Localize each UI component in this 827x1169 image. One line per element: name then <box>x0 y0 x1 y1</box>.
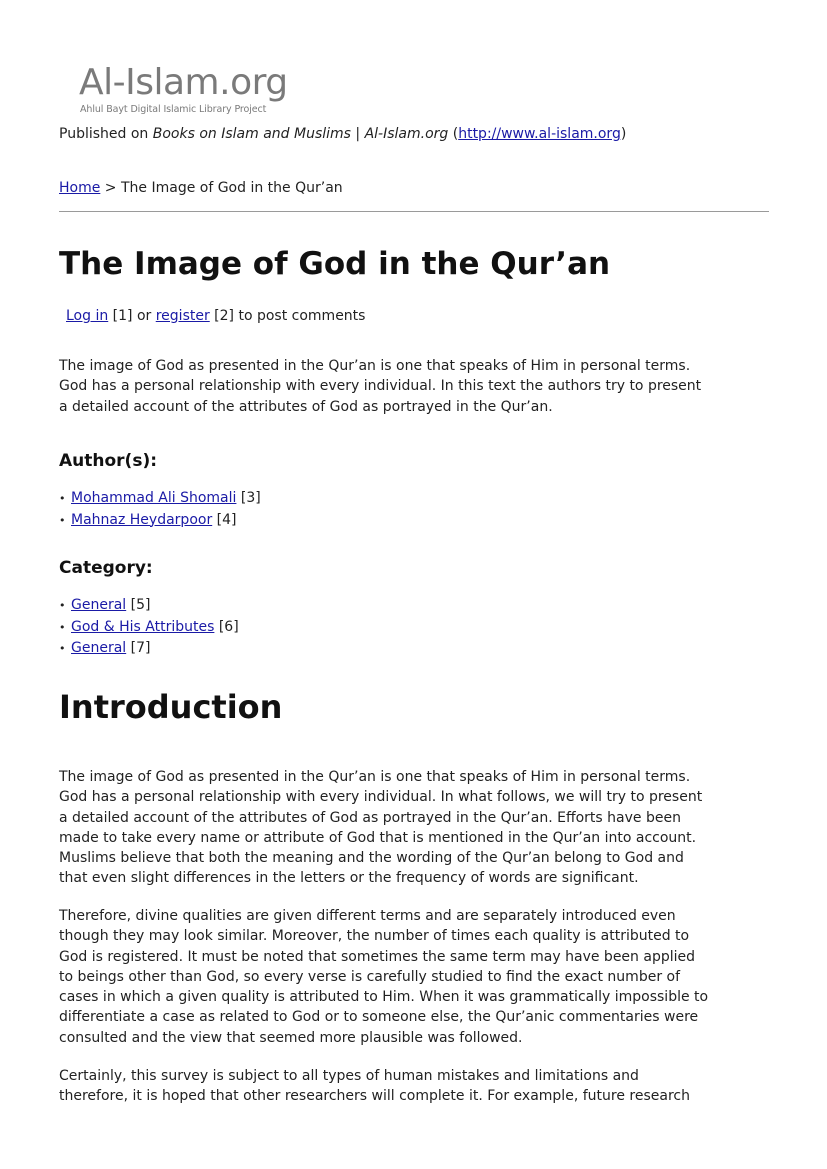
paragraph-line: God has a personal relationship with every individual. In what follows, we will try to present <box>59 789 703 806</box>
category-item <box>59 595 239 617</box>
summary-paragraph <box>59 356 771 417</box>
authors-heading: Author(s): <box>59 451 158 471</box>
category-list <box>59 595 239 660</box>
intro-paragraph-3 <box>59 1066 771 1107</box>
paragraph-line: The image of God as presented in the Qur’an is one that speaks of Him in personal terms. <box>59 769 691 785</box>
category-link[interactable]: General <box>71 597 127 613</box>
author-item <box>59 510 261 532</box>
author-link[interactable]: Mohammad Ali Shomali <box>71 490 237 506</box>
category-heading: Category: <box>59 558 153 578</box>
author-item <box>59 488 261 510</box>
author-ref: [3] <box>236 490 261 506</box>
paragraph-line: consulted and the view that seemed more plausible was followed. <box>59 1029 523 1046</box>
author-ref: [4] <box>212 511 237 528</box>
paragraph-line: though they may look similar. Moreover, the number of times each quality is attributed to <box>59 928 690 945</box>
category-ref: [7] <box>126 640 151 656</box>
header-divider <box>59 211 769 212</box>
site-url-link[interactable]: http://www.al-islam.org <box>458 126 621 142</box>
logo-tagline: Ahlul Bayt Digital Islamic Library Project <box>80 104 267 115</box>
bullet-icon: • <box>59 620 66 634</box>
introduction-heading: Introduction <box>59 688 283 726</box>
intro-paragraph-1 <box>59 767 771 889</box>
bullet-icon: • <box>59 642 66 655</box>
register-ref: [2] to post comments <box>209 308 366 324</box>
paragraph-line: that even slight differences in the letters or the frequency of words are significant. <box>59 870 639 887</box>
category-link[interactable]: God & His Attributes <box>71 618 215 635</box>
published-on-line <box>59 125 626 143</box>
paragraph-line: Therefore, divine qualities are given different terms and are separately introduced even <box>59 908 676 924</box>
paragraph-line: cases in which a given quality is attributed to Him. When it was grammatically impossible to <box>59 989 709 1006</box>
breadcrumb-current: The Image of God in the Qur’an <box>120 180 343 196</box>
summary-line: a detailed account of the attributes of God as portrayed in the Qur’an. <box>59 398 553 415</box>
bullet-icon: • <box>59 492 66 505</box>
summary-line: God has a personal relationship with every individual. In this text the authors try to present <box>59 378 702 395</box>
summary-line: The image of God as presented in the Qur’an is one that speaks of Him in personal terms. <box>59 358 691 374</box>
paragraph-line: a detailed account of the attributes of God as portrayed in the Qur’an. Efforts have been <box>59 809 681 826</box>
category-ref: [6] <box>214 618 239 635</box>
category-link[interactable]: General <box>71 640 127 656</box>
breadcrumb-separator: > <box>100 180 121 196</box>
bullet-icon: • <box>59 599 66 612</box>
paragraph-line: differentiate a case as related to God or to someone else, the Qur’anic commentaries were <box>59 1009 699 1026</box>
page-title: The Image of God in the Qur’an <box>59 246 611 282</box>
bullet-icon: • <box>59 513 66 527</box>
login-register-line <box>66 307 365 325</box>
breadcrumb-home-link[interactable]: Home <box>59 180 101 196</box>
category-ref: [5] <box>126 597 151 613</box>
paragraph-line: God is registered. It must be noted that sometimes the same term may have been applied <box>59 948 695 965</box>
paragraph-line: Muslims believe that both the meaning and the wording of the Qur’an belong to God and <box>59 850 684 867</box>
paragraph-line: to beings other than God, so every verse is carefully studied to find the exact number of <box>59 968 681 985</box>
published-open-paren: ( <box>448 126 459 142</box>
author-link[interactable]: Mahnaz Heydarpoor <box>71 511 213 528</box>
published-close-paren: ) <box>620 126 627 142</box>
paragraph-line: made to take every name or attribute of God that is mentioned in the Qur’an into account. <box>59 829 697 846</box>
register-link[interactable]: register <box>155 308 210 324</box>
category-item <box>59 617 239 639</box>
paragraph-line: therefore, it is hoped that other researchers will complete it. For example, future research <box>59 1088 690 1105</box>
paragraph-line: Certainly, this survey is subject to all types of human mistakes and limitations and <box>59 1068 639 1084</box>
authors-list <box>59 488 261 531</box>
logo-wordmark: Al-Islam.org <box>79 62 288 103</box>
site-logo[interactable] <box>79 62 319 118</box>
login-link[interactable]: Log in <box>66 308 109 324</box>
breadcrumb <box>59 179 343 197</box>
intro-paragraph-2 <box>59 906 771 1048</box>
published-prefix: Published on <box>59 126 153 142</box>
published-site-name: Books on Islam and Muslims | Al-Islam.org <box>152 126 449 142</box>
category-item <box>59 638 239 660</box>
login-ref: [1] or <box>108 308 156 324</box>
